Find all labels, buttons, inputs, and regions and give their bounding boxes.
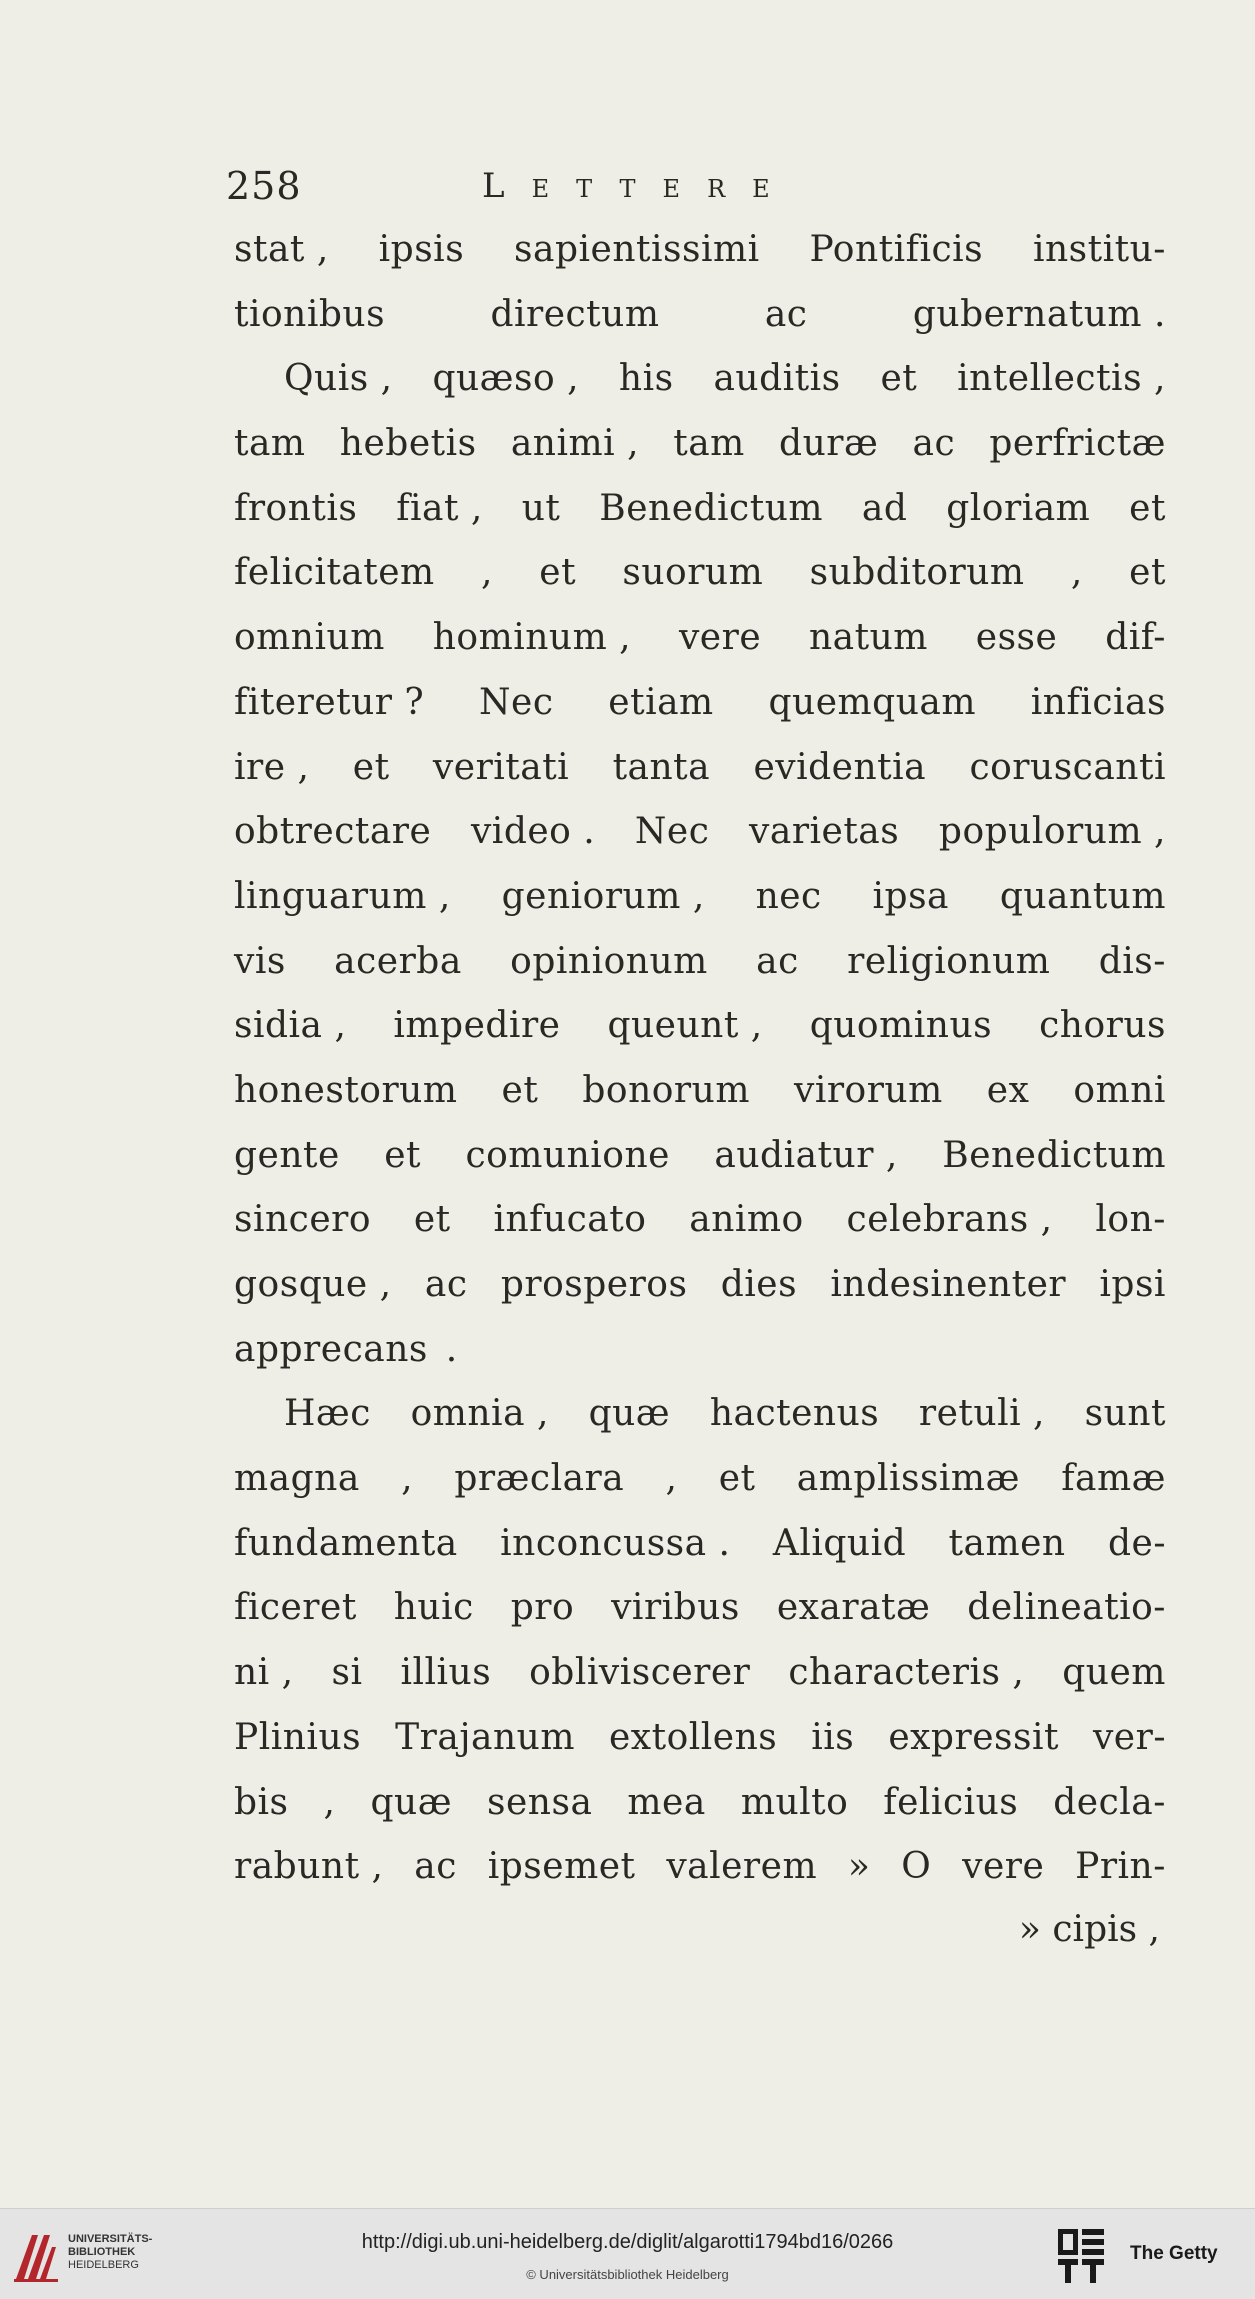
word: perfrictæ	[989, 423, 1166, 465]
word: quem	[1062, 1652, 1166, 1694]
word: geniorum ,	[501, 875, 705, 917]
word: indesinenter	[830, 1264, 1067, 1305]
word: ut	[521, 487, 561, 529]
word: gente	[234, 1134, 340, 1176]
word: coruscanti	[969, 746, 1166, 788]
word: si	[331, 1652, 363, 1694]
word: felicius	[883, 1781, 1019, 1823]
word: ac	[764, 293, 808, 335]
word: fiteretur ?	[234, 681, 425, 723]
word: sapientissimi	[514, 229, 760, 270]
word: etiam	[608, 681, 714, 723]
word: amplissimæ	[796, 1458, 1020, 1500]
word: opinionum	[510, 940, 708, 982]
word: virorum	[793, 1069, 943, 1111]
word: inficias	[1030, 681, 1166, 723]
text-line	[234, 1835, 1166, 1900]
word: decla-	[1053, 1781, 1166, 1823]
word: dis-	[1098, 940, 1166, 982]
word: felicitatem	[234, 552, 435, 594]
word: ac	[424, 1264, 468, 1305]
text-line	[234, 1576, 1166, 1641]
word: gloriam	[946, 487, 1091, 529]
word: fiat ,	[396, 487, 483, 529]
word: ,	[665, 1458, 678, 1500]
word: et	[1129, 552, 1166, 594]
body-text	[234, 218, 1166, 1960]
permalink-url[interactable]: http://digi.ub.uni-heidelberg.de/diglit/algarotti1794bd16/0266	[361, 2231, 894, 2253]
word: ficeret	[234, 1587, 357, 1629]
word: obliviscerer	[529, 1652, 751, 1694]
word: stat ,	[234, 229, 329, 270]
word: ac	[912, 423, 956, 465]
word: religionum	[847, 940, 1051, 982]
word: Nec	[479, 681, 554, 723]
word: tanta	[612, 746, 711, 788]
running-head: Lettere	[482, 166, 797, 206]
word: varietas	[749, 811, 900, 853]
word: Aliquid	[772, 1522, 907, 1564]
text-line	[234, 1641, 1166, 1706]
word: sunt	[1084, 1393, 1166, 1435]
word: retuli ,	[918, 1393, 1045, 1435]
word: præclara	[454, 1458, 625, 1500]
word: subditorum	[809, 552, 1025, 594]
word: Benedictum	[942, 1134, 1166, 1176]
text-line	[234, 1253, 1166, 1318]
word: bis	[234, 1781, 289, 1823]
word: impedire	[393, 1005, 561, 1047]
word: ipsi	[1099, 1264, 1166, 1305]
word: ,	[323, 1781, 336, 1823]
word: ac	[756, 940, 799, 982]
word: huic	[393, 1587, 474, 1629]
word: bonorum	[582, 1069, 750, 1111]
word: Prin-	[1075, 1846, 1166, 1888]
text-line	[234, 671, 1166, 736]
word: pro	[510, 1587, 575, 1629]
word: apprecans .	[234, 1328, 458, 1370]
word: hebetis	[339, 423, 477, 465]
word: Hæc	[284, 1393, 371, 1435]
viewer-footer	[0, 2208, 1255, 2299]
word: obtrectare	[234, 811, 432, 853]
word: O	[901, 1846, 932, 1888]
word: quantum	[999, 875, 1166, 917]
word: auditis	[713, 358, 841, 400]
word: sensa	[487, 1781, 593, 1823]
word: audiatur ,	[714, 1134, 898, 1176]
word: famæ	[1061, 1458, 1166, 1500]
page-number: 258	[226, 164, 302, 208]
word: mea	[627, 1781, 706, 1823]
text-line	[234, 283, 1166, 348]
text-line	[234, 1124, 1166, 1189]
word: ad	[861, 487, 908, 529]
word: tionibus	[234, 293, 386, 335]
word: de-	[1107, 1522, 1166, 1564]
word: vis	[234, 940, 286, 982]
word: hactenus	[709, 1393, 880, 1435]
text-line	[234, 1382, 1166, 1447]
word: infucato	[493, 1199, 647, 1241]
word: acerba	[334, 940, 462, 982]
word: et	[352, 746, 390, 788]
text-line	[234, 736, 1166, 801]
word: quæ	[588, 1393, 671, 1435]
word: tam	[234, 423, 306, 465]
word: et	[880, 358, 918, 400]
word: et	[539, 552, 577, 594]
library-name-line-3: HEIDELBERG	[68, 2259, 139, 2271]
word: ,	[481, 552, 493, 594]
word: linguarum ,	[234, 875, 451, 917]
word: exaratæ	[776, 1587, 931, 1629]
word: et	[501, 1069, 539, 1111]
word: hominum ,	[432, 617, 632, 659]
word: ver-	[1092, 1716, 1166, 1758]
word: dif-	[1105, 617, 1166, 659]
word: omnium	[234, 617, 385, 659]
word: prosperos	[500, 1264, 688, 1305]
word: omni	[1073, 1069, 1166, 1111]
text-line	[234, 541, 1166, 606]
word: inconcussa .	[500, 1522, 731, 1564]
text-line	[234, 347, 1166, 412]
word: directum	[490, 293, 660, 335]
word: ipsis	[378, 229, 465, 270]
word: Plinius	[234, 1716, 362, 1758]
word: iis	[811, 1716, 855, 1758]
word: populorum ,	[938, 811, 1166, 853]
word: viribus	[611, 1587, 740, 1629]
library-name-line-1: UNIVERSITÄTS-	[68, 2233, 153, 2245]
word: omnia ,	[410, 1393, 549, 1435]
word: nec	[755, 875, 822, 917]
word: magna	[234, 1458, 360, 1500]
library-name-line-2: BIBLIOTHEK	[68, 2246, 136, 2258]
word: sincero	[234, 1199, 372, 1241]
word: ipsa	[872, 875, 950, 917]
word: ni ,	[234, 1652, 294, 1694]
text-line	[234, 1771, 1166, 1836]
word: queunt ,	[607, 1005, 763, 1047]
word: dies	[720, 1264, 798, 1305]
word: Nec	[634, 811, 710, 853]
word: veritati	[432, 746, 570, 788]
word: evidentia	[753, 746, 927, 788]
word: ipsemet	[487, 1846, 636, 1888]
word: suorum	[622, 552, 764, 594]
word: et	[718, 1458, 756, 1500]
word: quæso ,	[432, 358, 580, 400]
catchword: » cipis ,	[1018, 1908, 1160, 1950]
word: Benedictum	[599, 487, 824, 529]
word: sidia ,	[234, 1005, 347, 1047]
word: quominus	[809, 1005, 993, 1047]
word: ,	[1070, 552, 1083, 594]
word: ex	[986, 1069, 1030, 1111]
text-line	[234, 218, 1166, 283]
word: ac	[414, 1846, 457, 1888]
word: animi ,	[510, 423, 640, 465]
word: intellectis ,	[957, 358, 1166, 400]
word: et	[413, 1199, 451, 1241]
page-header	[226, 158, 1126, 214]
word: rabunt ,	[234, 1846, 384, 1888]
word: esse	[975, 617, 1058, 659]
text-line	[234, 1059, 1166, 1124]
text-line	[234, 1188, 1166, 1253]
word: vere	[678, 617, 762, 659]
word: video .	[470, 811, 596, 853]
word: natum	[808, 617, 928, 659]
word: institu-	[1032, 229, 1166, 270]
getty-logo-icon	[1054, 2225, 1108, 2287]
word: ire ,	[234, 746, 310, 788]
word: »	[847, 1846, 871, 1888]
text-line	[234, 1706, 1166, 1771]
text-line	[234, 865, 1166, 930]
word: chorus	[1039, 1005, 1166, 1047]
word: valerem	[666, 1846, 818, 1888]
text-line	[234, 1512, 1166, 1577]
word: duræ	[779, 423, 879, 465]
word: gubernatum .	[912, 293, 1166, 335]
word: extollens	[609, 1716, 778, 1758]
word: lon-	[1095, 1199, 1166, 1241]
word: ,	[401, 1458, 414, 1500]
word: fundamenta	[234, 1522, 458, 1564]
text-line	[234, 1447, 1166, 1512]
word: characteris ,	[788, 1652, 1025, 1694]
text-line	[234, 800, 1166, 865]
word: animo	[689, 1199, 804, 1241]
word: gosque ,	[234, 1264, 392, 1305]
word: his	[618, 358, 674, 400]
word: quemquam	[768, 681, 976, 723]
text-line	[234, 606, 1166, 671]
word: frontis	[234, 487, 358, 529]
word: quæ	[370, 1781, 453, 1823]
text-line	[234, 1318, 1166, 1383]
word: et	[384, 1134, 422, 1176]
word: multo	[740, 1781, 849, 1823]
word: vere	[962, 1846, 1045, 1888]
word: delineatio-	[967, 1587, 1166, 1629]
word: tamen	[948, 1522, 1066, 1564]
word: Trajanum	[395, 1716, 575, 1758]
text-line	[234, 477, 1166, 542]
word: Quis ,	[284, 358, 393, 400]
word: comunione	[465, 1134, 670, 1176]
text-line	[234, 930, 1166, 995]
word: Pontificis	[809, 229, 984, 270]
text-line	[234, 412, 1166, 477]
text-line	[234, 994, 1166, 1059]
word: celebrans ,	[846, 1199, 1053, 1241]
getty-name: The Getty	[1130, 2243, 1218, 2264]
word: expressit	[888, 1716, 1059, 1758]
copyright-notice: © Universitätsbibliothek Heidelberg	[526, 2267, 729, 2282]
word: et	[1129, 487, 1166, 529]
word: honestorum	[234, 1069, 458, 1111]
word: tam	[673, 423, 745, 465]
word: illius	[400, 1652, 492, 1694]
